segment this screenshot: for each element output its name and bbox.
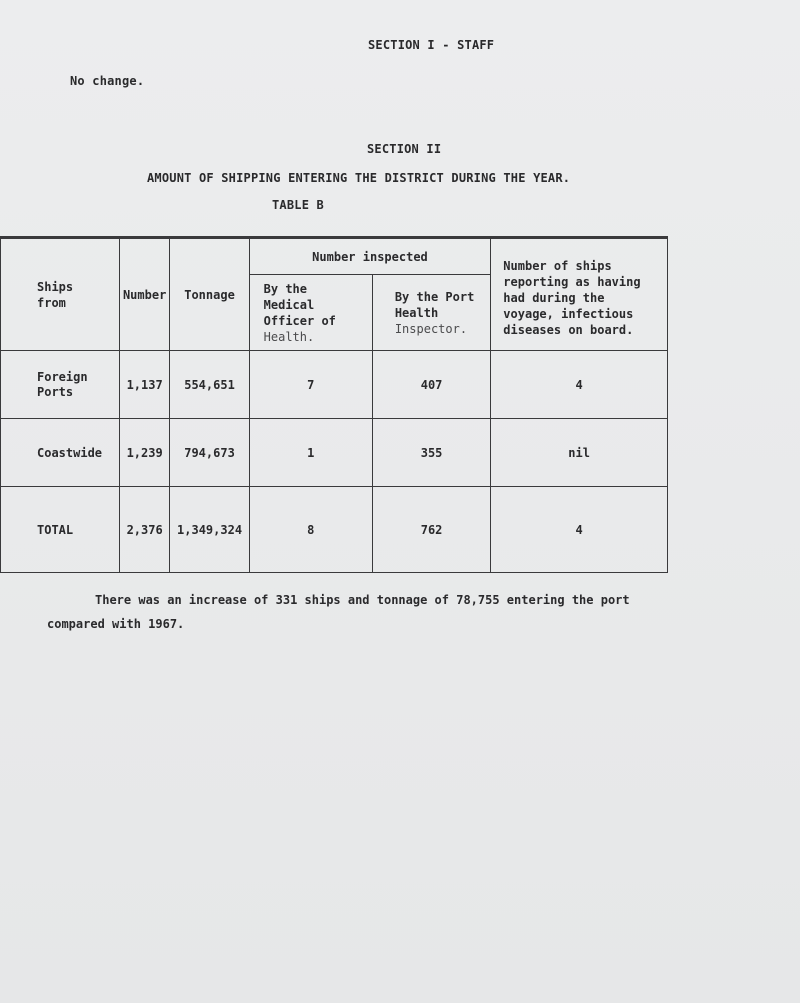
row-from: [1, 419, 120, 487]
header-number-inspected-label: Number inspected: [312, 249, 428, 264]
row-from-label: Foreign Ports: [37, 369, 88, 399]
header-port-inspector-label: By the Port Health: [394, 289, 475, 320]
section-one-heading: SECTION I - STAFF: [368, 38, 495, 52]
row-medical: 1: [249, 419, 372, 487]
header-reporting-label: Number of ships reporting as having had during the voyage, infectious diseases on board.: [503, 258, 641, 337]
shipping-table: [0, 238, 668, 573]
paragraph-line-2: compared with 1967.: [47, 617, 185, 631]
table-row: [1, 419, 668, 487]
row-from: [1, 351, 120, 419]
row-port: 762: [372, 487, 490, 573]
header-ships-from-label: Ships from: [37, 279, 74, 310]
header-reporting: [491, 239, 668, 351]
row-from: [1, 487, 120, 573]
row-reporting: 4: [491, 351, 668, 419]
row-medical: 7: [249, 351, 372, 419]
header-medical-officer-sub: Health.: [263, 329, 315, 344]
row-from-label: Coastwide: [37, 445, 103, 460]
row-tonnage: 554,651: [170, 351, 249, 419]
row-number: 2,376: [119, 487, 170, 573]
header-number: [119, 239, 170, 351]
row-number: 1,239: [119, 419, 170, 487]
header-ships-from: [1, 239, 120, 351]
header-port-inspector: [372, 275, 490, 351]
amount-heading: AMOUNT OF SHIPPING ENTERING THE DISTRICT DURING THE YEAR.: [147, 171, 571, 185]
row-number: 1,137: [119, 351, 170, 419]
header-tonnage: [170, 239, 249, 351]
row-tonnage: 794,673: [170, 419, 249, 487]
header-port-inspector-sub: Inspector.: [394, 321, 468, 336]
header-number-label: Number: [122, 287, 167, 302]
header-number-inspected: [249, 239, 491, 275]
header-medical-officer: [249, 275, 372, 351]
row-port: 355: [372, 419, 490, 487]
row-port: 407: [372, 351, 490, 419]
table-label: TABLE B: [272, 198, 324, 212]
paragraph-line-1: There was an increase of 331 ships and tonnage of 78,755 entering the port: [95, 593, 630, 607]
row-reporting: 4: [491, 487, 668, 573]
table-row-total: [1, 487, 668, 573]
row-tonnage: 1,349,324: [170, 487, 249, 573]
header-medical-officer-label: By the Medical Officer of: [263, 281, 336, 328]
section-two-heading: SECTION II: [367, 142, 442, 156]
header-tonnage-label: Tonnage: [184, 287, 235, 302]
no-change-text: No change.: [70, 74, 145, 88]
row-reporting: nil: [491, 419, 668, 487]
row-from-label: TOTAL: [37, 522, 74, 537]
row-medical: 8: [249, 487, 372, 573]
table-row: [1, 351, 668, 419]
increase-paragraph: [47, 588, 735, 636]
